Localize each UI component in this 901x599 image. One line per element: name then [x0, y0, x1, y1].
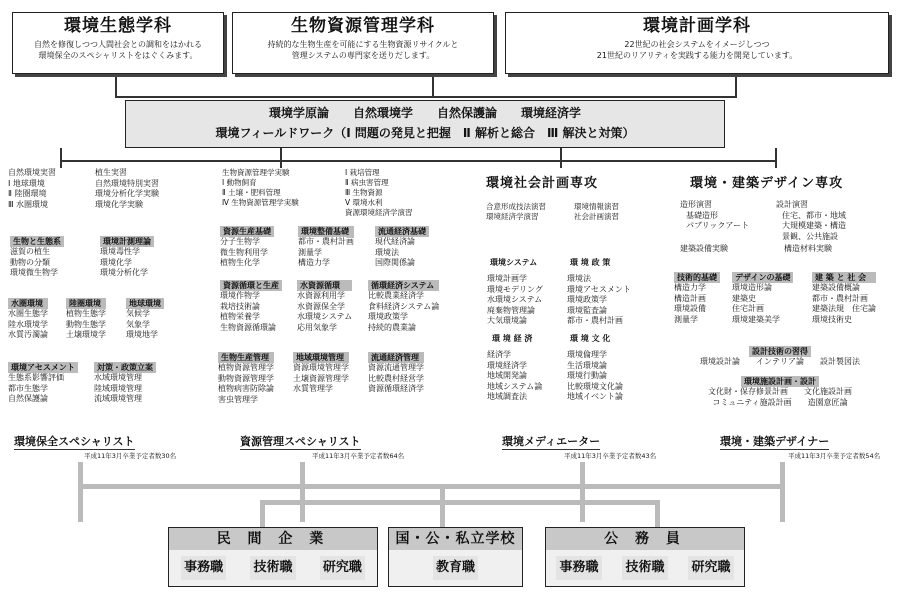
social-list	[487, 350, 542, 403]
group-header: デザインの基礎	[732, 272, 793, 283]
flow-line	[780, 462, 785, 522]
course: 環境作物学	[220, 291, 260, 300]
course: 環境アセスメント	[567, 284, 631, 294]
connector	[280, 148, 282, 168]
course: 文化財・保存修景計画 文化施設計画	[708, 387, 852, 396]
department-desc: 21世紀のリアリティを実践する能力を開発しています。	[596, 51, 798, 60]
group-header: 陸圏環境	[66, 298, 106, 309]
bioresource-group	[297, 280, 352, 333]
social-list	[567, 274, 631, 327]
design-top-left	[680, 200, 749, 232]
group-header: 資源生産基礎	[220, 226, 274, 237]
course: 植物病害防除論	[218, 384, 274, 393]
common-courses-line: 環境フィールドワーク（Ⅰ 問題の発見と把握 Ⅱ 解析と総合 Ⅲ 解決と対策）	[215, 126, 635, 140]
department-desc: 持続的な生物生産を可能にする生物資源リサイクルと	[267, 40, 459, 49]
connector	[432, 74, 434, 98]
course: 環境経済学演習	[486, 212, 539, 221]
course: 植物生化学	[220, 258, 260, 267]
social-list	[567, 350, 623, 403]
career-job: 技術職	[622, 556, 667, 580]
specialist-title: 資源管理スペシャリスト	[240, 435, 361, 448]
group-header: 水圏環境	[8, 298, 48, 309]
career-job: 研究職	[688, 556, 733, 580]
course: 水質管理学	[293, 384, 333, 393]
group-header: 流通経済基礎	[375, 226, 429, 237]
course: 土壌資源管理学	[293, 373, 349, 383]
course: 建築設備実験	[680, 244, 728, 253]
flow-line	[440, 489, 445, 529]
course: 陸域環境管理	[94, 383, 142, 393]
common-courses	[125, 100, 725, 148]
course: コミュニティ施設計画 造園意匠論	[712, 397, 848, 407]
course: Ⅱ 病虫害管理	[345, 178, 389, 187]
group-header: 環境計測理論	[100, 236, 154, 247]
career-private	[168, 527, 378, 587]
course: 構造材料実験	[784, 244, 832, 253]
course: 水環境システム	[487, 295, 543, 304]
department-ecology	[12, 12, 224, 74]
group-header: 技術的基礎	[674, 272, 720, 283]
course: 環境法	[375, 247, 399, 257]
course: 大気環境論	[487, 316, 527, 325]
course: 害虫管理学	[218, 394, 258, 404]
ecology-group	[8, 298, 48, 341]
bioresource-group	[293, 352, 349, 395]
graduate-count: 平成11年3月卒業予定者数64名	[312, 452, 405, 460]
design-group	[674, 272, 720, 325]
category-label: 環 境 経 済	[492, 334, 533, 343]
career-title: 公 務 員	[546, 528, 744, 550]
flow-line	[260, 500, 660, 505]
course: Ⅱ 陸圏環境	[8, 189, 47, 198]
course: 構造計画	[674, 293, 706, 303]
course: 自然環境実習	[8, 168, 56, 177]
specialist-title: 環境保全スペシャリスト	[14, 435, 135, 448]
bioresource-group	[368, 352, 424, 395]
specialist-title: 環境・建築デザイナー	[720, 435, 830, 448]
group-header: 水資源循環	[297, 280, 352, 291]
course: 環境計画学	[487, 274, 527, 283]
course: 水質汚濁論	[8, 330, 48, 339]
bioresource-group	[368, 280, 439, 333]
course: 環境設計論 インテリア論 設計製図法	[700, 357, 860, 366]
major-title: 環境社会計画専攻	[486, 176, 599, 191]
course: 地域開発論	[487, 371, 527, 380]
course: 環境微生物学	[10, 268, 58, 277]
course: 環境化学	[100, 257, 132, 267]
course: 比較農村経営学	[368, 373, 424, 383]
flow-line	[78, 484, 785, 489]
category-label: 環 境 政 策	[570, 258, 611, 267]
specialist-title: 環境メディエーター	[502, 435, 601, 448]
course: 分子生物学	[220, 237, 260, 246]
course: 自然環境特別実習	[95, 178, 159, 188]
social-top-right	[574, 202, 619, 222]
flow-line	[300, 462, 305, 522]
department-title: 生物資源管理学科	[291, 16, 435, 36]
course: 環境監査論	[567, 305, 607, 315]
course: 都市生態学	[8, 383, 48, 393]
course: 環境毒性学	[100, 247, 140, 256]
course: 環境化学実験	[95, 199, 143, 209]
course: 造形演習	[680, 200, 712, 209]
group-header: 環境施設計画・設計	[741, 376, 819, 387]
course: 構造力学	[674, 283, 706, 292]
ecology-group	[100, 236, 154, 279]
group-header: 地域環境管理	[293, 352, 349, 363]
course: 植物生態学	[66, 309, 106, 318]
career-job: 技術職	[250, 556, 295, 580]
course: 建築設備概論	[812, 283, 860, 292]
department-desc: 環境保全のスペシャリストをはぐくみます。	[38, 51, 198, 60]
department-desc: 自然を修復しつつ人間社会との調和をはかれる	[34, 40, 202, 49]
course: Ⅰ 動物飼育	[222, 178, 257, 187]
category-label: 環 境 文 化	[570, 334, 611, 343]
course: 栽培技術論	[220, 301, 260, 311]
flow-line	[580, 462, 585, 522]
department-title: 環境生態学科	[64, 16, 172, 36]
career-title: 民 間 企 業	[169, 528, 377, 550]
design-skill	[690, 346, 870, 368]
course: パブリックアート	[686, 221, 750, 230]
connector	[115, 96, 737, 98]
course: 環境経済学	[487, 360, 527, 370]
course: 環境政策学	[567, 295, 607, 304]
course: 測量学	[298, 247, 322, 257]
group-header: 設計技術の習得	[749, 346, 811, 357]
course: 社会計画演習	[574, 212, 619, 221]
group-header: 資源循環と生産	[220, 280, 282, 291]
course: 環境地学	[126, 330, 158, 339]
course: 水資源利用学	[297, 291, 345, 300]
course: 経済学	[487, 350, 511, 359]
course: 生活環境論	[567, 360, 607, 370]
course: 建築法規 住宅論	[812, 304, 876, 313]
group-header: 生物と生態系	[10, 236, 64, 247]
course: 建築史	[732, 293, 756, 303]
course: 環境建築美学	[732, 314, 780, 324]
ecology-group	[10, 236, 64, 279]
course: 流域環境管理	[94, 394, 142, 403]
connector	[115, 74, 117, 98]
connector	[775, 148, 777, 168]
career-title: 国・公・私立学校	[389, 528, 522, 550]
course: 景観、公共施設	[782, 231, 838, 241]
bioresource-group	[298, 226, 354, 269]
graduate-count: 平成11年3月卒業予定者数54名	[788, 452, 881, 460]
course: 環境造形論	[732, 283, 772, 292]
bioresource-intro-right	[345, 168, 413, 218]
course: 環境情報演習	[574, 202, 619, 211]
course: 資源環境経済学演習	[345, 208, 413, 217]
course: 環境行動論	[567, 371, 607, 380]
course: 環境設備	[674, 304, 706, 313]
course: Ⅲ 水圏環境	[8, 199, 49, 209]
course: 滋賀の植生	[10, 247, 50, 256]
course: 都市・農村計画	[567, 316, 623, 325]
flow-line	[655, 500, 660, 530]
course: 植物資源管理学	[218, 363, 274, 372]
course: 比較農業経済学	[368, 291, 424, 300]
graduate-count: 平成11年3月卒業予定者数30名	[84, 452, 177, 460]
course: 住宅、都市・地域	[782, 210, 846, 220]
social-top-left	[486, 202, 546, 222]
course: 環境倫理学	[567, 350, 607, 359]
connector	[60, 160, 777, 162]
course: Ⅰ 地球環境	[8, 178, 45, 188]
career-job: 事務職	[556, 556, 601, 580]
ecology-group	[8, 362, 78, 405]
course: Ⅳ 生物資源管理学実験	[222, 198, 299, 207]
course: 生態系影響評価	[8, 373, 64, 382]
course: 微生物利用学	[220, 247, 268, 257]
ecology-group	[66, 298, 106, 341]
course: 動物の分類	[10, 257, 50, 267]
ecology-group	[126, 298, 164, 341]
department-title: 環境計画学科	[643, 16, 751, 36]
career-job: 研究職	[320, 556, 365, 580]
course: 環境分析化学実験	[95, 189, 159, 198]
bioresource-group	[220, 280, 282, 333]
course: 水域環境管理	[94, 373, 142, 382]
course: 資源流通管理学	[368, 363, 424, 372]
bioresource-intro-left	[222, 168, 299, 208]
course: 環境法	[567, 274, 591, 283]
course: 構造力学	[298, 258, 330, 267]
course: 比較環境文化論	[567, 381, 623, 391]
career-job: 教育職	[433, 556, 478, 580]
course: 植物栄養学	[220, 312, 260, 321]
course: 気象学	[126, 319, 150, 329]
course: 持続的農業論	[368, 322, 416, 332]
course: 環境分析化学	[100, 268, 148, 277]
course: 測量学	[674, 314, 698, 324]
course: 地域イベント論	[567, 392, 623, 401]
graduate-count: 平成11年3月卒業予定者数43名	[564, 452, 657, 460]
course: Ⅱ 土壌・肥料管理	[222, 188, 281, 197]
category-label: 環境システム	[490, 258, 538, 267]
course: 大規模建築・構造	[782, 221, 846, 230]
course: Ⅰ 栽培管理	[345, 168, 380, 177]
group-header: 地球環境	[126, 298, 164, 309]
group-header: 環境整備基礎	[298, 226, 354, 237]
course: 資源環境管理学	[293, 363, 349, 372]
flow-line	[78, 462, 83, 522]
course: 応用気象学	[297, 322, 337, 332]
group-header: 生物生産管理	[218, 352, 274, 363]
ecology-intro-left	[8, 168, 56, 210]
course: 合意形成技法演習	[486, 202, 546, 211]
course: 生物資源循環論	[220, 322, 276, 332]
bioresource-group	[218, 352, 274, 405]
course: 設計演習	[776, 200, 808, 209]
connector	[560, 148, 562, 168]
course: 資源循環経済学	[368, 384, 424, 393]
major-title: 環境・建築デザイン専攻	[690, 176, 844, 191]
course: 動物資源管理学	[218, 373, 274, 383]
career-school	[388, 527, 523, 587]
course: 地域システム論	[487, 381, 543, 391]
group-header: 環境アセスメント	[8, 362, 78, 373]
group-header: 流通経済管理	[368, 352, 424, 363]
course: 動物生態学	[66, 319, 106, 329]
department-desc: 22世紀の社会システムをイメージしつつ	[624, 40, 770, 49]
course: 食料経済システム論	[368, 301, 440, 311]
department-bioresource	[232, 12, 494, 74]
group-header: 建 築 と 社 会	[812, 272, 876, 283]
design-plan	[690, 376, 870, 408]
connector	[735, 74, 737, 98]
common-courses-line: 環境学原論 自然環境学 自然保護論 環境経済学	[268, 106, 581, 120]
ecology-intro-right	[95, 168, 159, 210]
connector	[60, 148, 62, 168]
course: 地域調査法	[487, 392, 527, 401]
course: Ⅲ 生物資源	[345, 188, 383, 197]
course: 環境技術史	[812, 314, 852, 324]
career-job: 事務職	[181, 556, 226, 580]
design-top-right	[776, 200, 846, 242]
department-desc: 管理システムの専門家を送りだします。	[291, 51, 435, 60]
course: 土壌環境学	[66, 330, 106, 339]
course: 自然保護論	[8, 394, 48, 403]
course: 住宅計画	[732, 304, 764, 313]
course: 廃棄物管理論	[487, 305, 535, 315]
course: 現代経済論	[375, 237, 415, 246]
design-group	[732, 272, 793, 325]
bioresource-group	[220, 226, 274, 269]
social-list	[487, 274, 543, 327]
course: 環境モデリング	[487, 284, 543, 294]
course: 環境政策学	[368, 312, 408, 321]
course: 都市・農村計画	[812, 293, 868, 303]
course: 国際関係論	[375, 258, 415, 267]
course: 植生実習	[95, 168, 127, 177]
course: 気候学	[126, 309, 150, 318]
career-public	[545, 527, 745, 587]
department-planning	[505, 12, 889, 74]
bioresource-group	[375, 226, 429, 269]
course: 陸水環境学	[8, 319, 48, 329]
design-group	[812, 272, 876, 325]
course: 都市・農村計画	[298, 237, 354, 246]
ecology-group	[94, 362, 156, 405]
course: 水資源保全学	[297, 301, 345, 311]
course: 水圏生態学	[8, 309, 48, 318]
course: 基礎造形	[686, 210, 718, 220]
course: 生物資源管理学実験	[222, 168, 290, 177]
flow-line	[260, 500, 265, 530]
group-header: 循環経済システム	[368, 280, 439, 291]
course: Ⅴ 環境水利	[345, 198, 383, 207]
course: 水環境システム	[297, 312, 353, 321]
group-header: 対策・政策立案	[94, 362, 156, 373]
